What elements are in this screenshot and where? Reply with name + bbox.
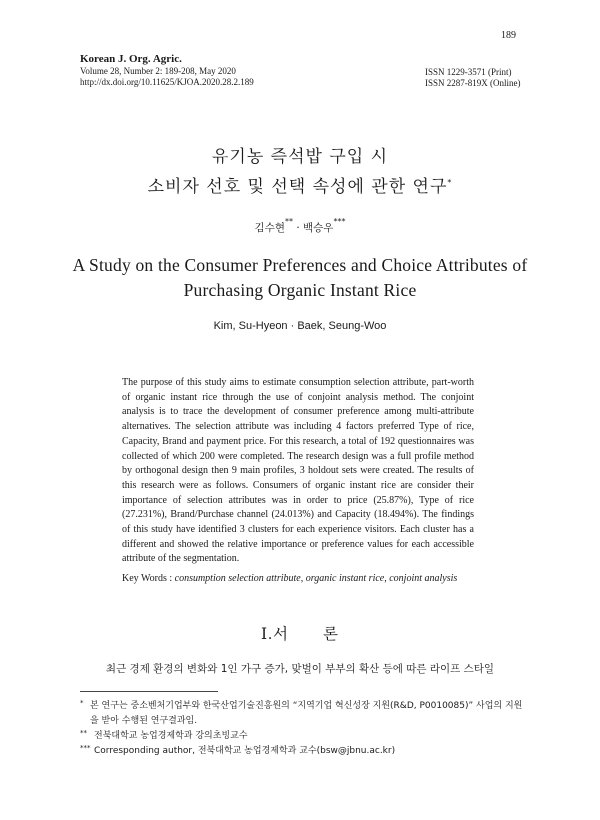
issn-print: ISSN 1229-3571 (Print) <box>425 67 512 77</box>
section-char-2: 론 <box>323 626 339 643</box>
keywords-label: Key Words : <box>122 573 175 584</box>
footnote-1-text: 본 연구는 중소벤처기업부와 한국산업기술진흥원의 “지역기업 혁신성장 지원(R&D, P0010085)” 사업의 지원을 받아 수행된 연구결과임. <box>90 701 523 726</box>
english-title <box>0 253 600 303</box>
section-char-1: 서 <box>273 626 289 643</box>
issn-block <box>425 67 521 89</box>
footnote-divider <box>80 691 218 692</box>
footnotes <box>80 699 530 759</box>
journal-volume: Volume 28, Number 2: 189-208, May 2020 <box>80 66 236 76</box>
english-title-line1: A Study on the Consumer Preferences and Choice Attributes of <box>72 255 528 275</box>
abstract: The purpose of this study aims to estimate consumption selection attribute, part-worth of organic instant rice through the use of conjoint analysis method. The conjoint analysis is to trace the development of consumer preference among multi-attribute alternatives. The selection attribute was including 4 factors preferred Type of rice, Capacity, Brand and payment price. For this research, a total of 192 questionnaires was collected of which 200 were completed. The research design was a full profile method by orthogonal design then 9 main profiles, 3 holdout sets were created. The results of this research were as follows. Consumers of organic instant rice are consider their importance of selection attributes was in order to price (25.87%), Type of rice (27.231%), Brand/Purchase channel (24.013%) and Capacity (18.494%). The findings of this study have identified 3 clusters for each experience visitors. Each cluster has a different and showed the relative importance or preference values for each accessible attribute of the segmentation. <box>122 377 474 565</box>
author-ko-1-mark: ** <box>284 217 293 226</box>
korean-title-line2-wrap <box>0 170 600 200</box>
korean-title-line2: 소비자 선호 및 선택 속성에 관한 연구 <box>147 177 448 197</box>
korean-title <box>0 144 600 200</box>
author-separator: · <box>292 222 303 234</box>
footnote-3 <box>80 744 530 759</box>
footnote-2-text: 전북대학교 농업경제학과 강의초빙교수 <box>94 731 248 741</box>
issn-online: ISSN 2287-819X (Online) <box>425 78 521 88</box>
section-numeral: Ⅰ. <box>261 626 274 643</box>
keywords <box>122 573 502 584</box>
keywords-text: consumption selection attribute, organic instant rice, conjoint analysis <box>174 573 458 584</box>
journal-info <box>80 54 254 88</box>
author-ko-1: 김수현 <box>254 222 285 234</box>
footnote-2-mark: ** <box>80 729 87 737</box>
footnote-2 <box>80 729 530 744</box>
page-number: 189 <box>501 30 516 41</box>
journal-name: Korean J. Org. Agric. <box>80 53 182 65</box>
footnote-3-text: Corresponding author, 전북대학교 농업경제학과 교수(bsw@jbnu.ac.kr) <box>94 746 396 756</box>
english-title-line2: Purchasing Organic Instant Rice <box>183 280 417 300</box>
footnote-3-mark: *** <box>80 744 91 752</box>
title-footnote-mark: * <box>447 178 453 187</box>
korean-authors <box>0 217 600 235</box>
footnote-1 <box>80 699 530 729</box>
footnote-1-mark: * <box>80 699 84 707</box>
english-authors: Kim, Su-Hyeon · Baek, Seung-Woo <box>213 320 387 332</box>
journal-doi: http://dx.doi.org/10.11625/KJOA.2020.28.2.189 <box>80 77 254 87</box>
intro-paragraph: 최근 경제 환경의 변화와 1인 가구 증가, 맞벌이 부부의 확산 등에 따른 라이프 스타일 <box>105 663 495 675</box>
korean-title-line1: 유기농 즉석밥 구입 시 <box>211 147 388 167</box>
author-ko-2-mark: *** <box>333 217 346 226</box>
section-heading <box>0 622 600 644</box>
author-ko-2: 백승우 <box>303 222 334 234</box>
